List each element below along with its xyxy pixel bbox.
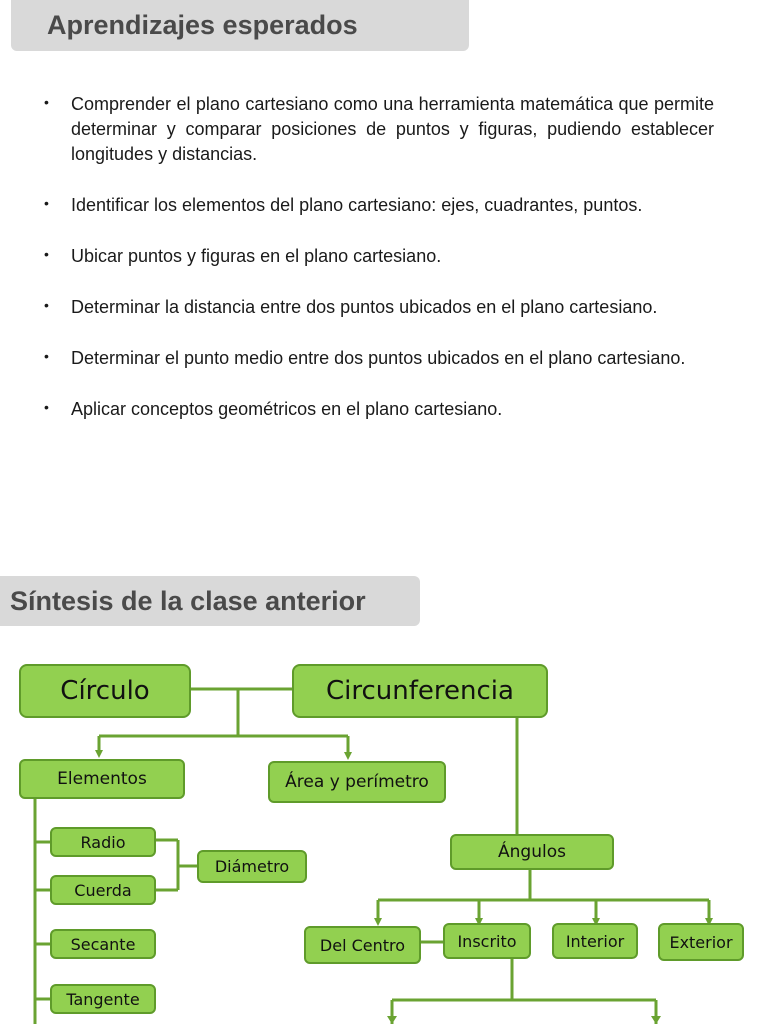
node-tangente: Tangente (50, 984, 156, 1014)
node-circulo: Círculo (19, 664, 191, 718)
section-title: Aprendizajes esperados (47, 10, 358, 40)
section-header-aprendizajes (11, 0, 469, 51)
node-inscrito: Inscrito (443, 923, 531, 959)
node-exterior: Exterior (658, 923, 744, 961)
objectives-list (44, 92, 714, 422)
list-item: • Determinar el punto medio entre dos puntos ubicados en el plano cartesiano. (44, 346, 714, 371)
node-radio: Radio (50, 827, 156, 857)
list-item: • Ubicar puntos y figuras en el plano cartesiano. (44, 244, 714, 269)
node-secante: Secante (50, 929, 156, 959)
node-interior: Interior (552, 923, 638, 959)
list-item: • Aplicar conceptos geométricos en el plano cartesiano. (44, 397, 714, 422)
node-diametro: Diámetro (197, 850, 307, 883)
node-circunferencia: Circunferencia (292, 664, 548, 718)
list-item: • Identificar los elementos del plano cartesiano: ejes, cuadrantes, puntos. (44, 193, 714, 218)
node-area-perimetro: Área y perímetro (268, 761, 446, 803)
concept-map (0, 650, 768, 1024)
node-cuerda: Cuerda (50, 875, 156, 905)
node-angulos: Ángulos (450, 834, 614, 870)
node-elementos: Elementos (19, 759, 185, 799)
list-item: • Comprender el plano cartesiano como una herramienta matemática que permite determinar y comparar posiciones de puntos y figuras, pudiendo establecer longitudes y distancias. (44, 92, 714, 167)
section-header-sintesis (0, 576, 420, 626)
node-del-centro: Del Centro (304, 926, 421, 964)
section-title: Síntesis de la clase anterior (10, 585, 366, 616)
list-item: • Determinar la distancia entre dos puntos ubicados en el plano cartesiano. (44, 295, 714, 320)
